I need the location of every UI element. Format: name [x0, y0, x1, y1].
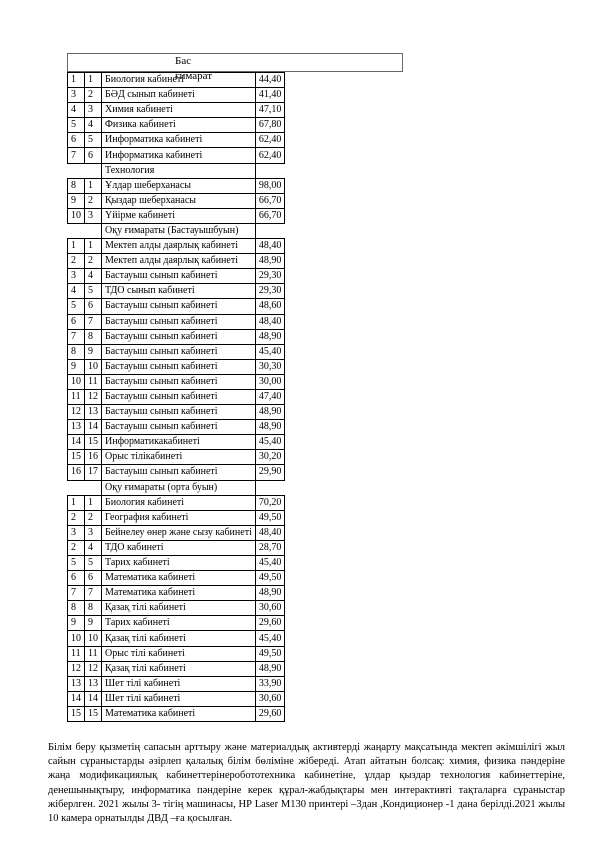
- area-cell: 30,20: [255, 450, 285, 465]
- sub-number-cell: 14: [85, 420, 102, 435]
- area-cell: 45,40: [255, 344, 285, 359]
- sub-number-cell: 1: [85, 73, 102, 88]
- area-cell: 62,40: [255, 148, 285, 163]
- row-number-cell: 1: [68, 73, 85, 88]
- sub-number-cell: 7: [85, 314, 102, 329]
- table-row: [68, 329, 285, 344]
- row-number-cell: 10: [68, 631, 85, 646]
- row-number-cell: 11: [68, 646, 85, 661]
- row-number-cell: 10: [68, 208, 85, 223]
- row-number-cell: 6: [68, 314, 85, 329]
- room-name-cell: Математика кабинеті: [102, 571, 256, 586]
- row-number-cell: 15: [68, 706, 85, 721]
- area-cell: 29,90: [255, 465, 285, 480]
- row-number-cell: 12: [68, 661, 85, 676]
- table-row: [68, 299, 285, 314]
- room-name-cell: Биология кабинеті: [102, 73, 256, 88]
- sub-number-cell: 2: [85, 510, 102, 525]
- room-name-cell: Орыс тілікабинеті: [102, 450, 256, 465]
- sub-number-cell: 6: [85, 299, 102, 314]
- room-name-cell: Бастауыш сынып кабинеті: [102, 389, 256, 404]
- section-empty-cell: [68, 223, 85, 238]
- area-cell: 62,40: [255, 133, 285, 148]
- area-cell: 29,30: [255, 269, 285, 284]
- row-number-cell: 14: [68, 691, 85, 706]
- room-name-cell: Шет тілі кабинеті: [102, 676, 256, 691]
- room-name-cell: Бастауыш сынып кабинеті: [102, 314, 256, 329]
- row-number-cell: 2: [68, 510, 85, 525]
- room-name-cell: Бастауыш сынып кабинеті: [102, 420, 256, 435]
- row-number-cell: 6: [68, 571, 85, 586]
- sub-number-cell: 1: [85, 178, 102, 193]
- row-number-cell: 13: [68, 676, 85, 691]
- sub-number-cell: 10: [85, 631, 102, 646]
- row-number-cell: 3: [68, 88, 85, 103]
- sub-number-cell: 12: [85, 389, 102, 404]
- row-number-cell: 6: [68, 133, 85, 148]
- sub-number-cell: 6: [85, 571, 102, 586]
- area-cell: 30,60: [255, 601, 285, 616]
- room-name-cell: Биология кабинеті: [102, 495, 256, 510]
- row-number-cell: 7: [68, 329, 85, 344]
- room-name-cell: Химия кабинеті: [102, 103, 256, 118]
- section-empty-cell: [255, 223, 285, 238]
- sub-number-cell: 15: [85, 706, 102, 721]
- area-cell: 48,90: [255, 586, 285, 601]
- sub-number-cell: 16: [85, 450, 102, 465]
- sub-number-cell: 1: [85, 495, 102, 510]
- sub-number-cell: 4: [85, 540, 102, 555]
- area-cell: 48,90: [255, 661, 285, 676]
- table-row: [68, 495, 285, 510]
- room-name-cell: Бастауыш сынып кабинеті: [102, 269, 256, 284]
- row-number-cell: 2: [68, 254, 85, 269]
- room-name-cell: Қазақ тілі кабинеті: [102, 631, 256, 646]
- area-cell: 67,80: [255, 118, 285, 133]
- table-row: [68, 661, 285, 676]
- sub-number-cell: 5: [85, 133, 102, 148]
- table-row: [68, 314, 285, 329]
- area-cell: 48,90: [255, 329, 285, 344]
- room-name-cell: Информатика кабинеті: [102, 133, 256, 148]
- room-name-cell: Мектеп алды даярлық кабинеті: [102, 254, 256, 269]
- room-name-cell: Бастауыш сынып кабинеті: [102, 359, 256, 374]
- row-number-cell: 2: [68, 540, 85, 555]
- area-cell: 48,90: [255, 405, 285, 420]
- row-number-cell: 1: [68, 495, 85, 510]
- area-cell: 28,70: [255, 540, 285, 555]
- rooms-table: [67, 72, 285, 722]
- room-name-cell: Информатикакабинеті: [102, 435, 256, 450]
- table-row: [68, 691, 285, 706]
- table-row: [68, 465, 285, 480]
- section-title: Технология: [102, 163, 256, 178]
- table-row: [68, 571, 285, 586]
- sub-number-cell: 2: [85, 88, 102, 103]
- header-title: Бас ғимарат: [175, 55, 213, 82]
- area-cell: 48,40: [255, 314, 285, 329]
- room-name-cell: Бастауыш сынып кабинеті: [102, 299, 256, 314]
- table-row: [68, 631, 285, 646]
- room-name-cell: Физика кабинеті: [102, 118, 256, 133]
- room-name-cell: Мектеп алды даярлық кабинеті: [102, 239, 256, 254]
- sub-number-cell: 8: [85, 329, 102, 344]
- row-number-cell: 7: [68, 586, 85, 601]
- row-number-cell: 9: [68, 359, 85, 374]
- table-row: [68, 420, 285, 435]
- sub-number-cell: 3: [85, 208, 102, 223]
- sub-number-cell: 13: [85, 405, 102, 420]
- row-number-cell: 4: [68, 284, 85, 299]
- table-row: [68, 616, 285, 631]
- table-row: [68, 510, 285, 525]
- row-number-cell: 3: [68, 525, 85, 540]
- sub-number-cell: 2: [85, 254, 102, 269]
- section-header-row: [68, 480, 285, 495]
- sub-number-cell: 5: [85, 284, 102, 299]
- table-row: [68, 133, 285, 148]
- sub-number-cell: 9: [85, 344, 102, 359]
- section-empty-cell: [255, 480, 285, 495]
- section-empty-cell: [85, 480, 102, 495]
- row-number-cell: 3: [68, 269, 85, 284]
- row-number-cell: 11: [68, 389, 85, 404]
- table-row: [68, 344, 285, 359]
- table-row: [68, 556, 285, 571]
- room-name-cell: Бастауыш сынып кабинеті: [102, 465, 256, 480]
- row-number-cell: 10: [68, 374, 85, 389]
- area-cell: 29,60: [255, 616, 285, 631]
- sub-number-cell: 13: [85, 676, 102, 691]
- room-name-cell: Үйірме кабинеті: [102, 208, 256, 223]
- table-row: [68, 374, 285, 389]
- room-name-cell: Қазақ тілі кабинеті: [102, 661, 256, 676]
- area-cell: 98,00: [255, 178, 285, 193]
- row-number-cell: 9: [68, 616, 85, 631]
- table-row: [68, 646, 285, 661]
- table-row: [68, 525, 285, 540]
- table-row: [68, 676, 285, 691]
- row-number-cell: 8: [68, 344, 85, 359]
- room-name-cell: БӘД сынып кабинеті: [102, 88, 256, 103]
- area-cell: 30,60: [255, 691, 285, 706]
- room-name-cell: Математика кабинеті: [102, 706, 256, 721]
- table-row: [68, 73, 285, 88]
- sub-number-cell: 6: [85, 148, 102, 163]
- section-empty-cell: [85, 223, 102, 238]
- section-empty-cell: [68, 480, 85, 495]
- area-cell: 44,40: [255, 73, 285, 88]
- row-number-cell: 8: [68, 601, 85, 616]
- area-cell: 48,90: [255, 254, 285, 269]
- room-name-cell: Математика кабинеті: [102, 586, 256, 601]
- area-cell: 49,50: [255, 646, 285, 661]
- table-row: [68, 208, 285, 223]
- table-row: [68, 284, 285, 299]
- sub-number-cell: 1: [85, 239, 102, 254]
- row-number-cell: 8: [68, 178, 85, 193]
- sub-number-cell: 10: [85, 359, 102, 374]
- area-cell: 30,00: [255, 374, 285, 389]
- table-row: [68, 359, 285, 374]
- sub-number-cell: 14: [85, 691, 102, 706]
- sub-number-cell: 8: [85, 601, 102, 616]
- table-row: [68, 254, 285, 269]
- room-name-cell: Қыздар шеберханасы: [102, 193, 256, 208]
- room-name-cell: Бастауыш сынып кабинеті: [102, 344, 256, 359]
- row-number-cell: 5: [68, 556, 85, 571]
- row-number-cell: 13: [68, 420, 85, 435]
- sub-number-cell: 11: [85, 646, 102, 661]
- table-row: [68, 450, 285, 465]
- summary-paragraph: Білім беру қызметің сапасын арттыру және материалдық активтерді жаңарту мақсатында мектеп әкімшілігі жыл сайын сұраныстарды әзірлеп қалалық білім бөліміне жібереді. Атап айтатын болсақ: химия, физика пәндеріне жаңа модификациялық кабинеттерінеробототехника кабинетіне, ұлдар қыздар технология кабинеттеріне, денешынықтыру, информатика пәндеріне керек құрал-жабдықтары мен интерактивті тақталарға сұраныстар жіберлген. 2021 жылы 3- тігің машинасы, НР Laser M130 принтері –3дан ,Кондиционер -1 дана берілді.2021 жылы 10 камера орнатылды ДВД –ға қосылған.: [48, 742, 565, 825]
- table-row: [68, 88, 285, 103]
- room-name-cell: Тарих кабинеті: [102, 616, 256, 631]
- table-row: [68, 193, 285, 208]
- area-cell: 41,40: [255, 88, 285, 103]
- area-cell: 49,50: [255, 510, 285, 525]
- table-row: [68, 540, 285, 555]
- area-cell: 48,90: [255, 420, 285, 435]
- area-cell: 48,40: [255, 525, 285, 540]
- room-name-cell: Тарих кабинеті: [102, 556, 256, 571]
- area-cell: 45,40: [255, 631, 285, 646]
- room-name-cell: Орыс тілі кабинеті: [102, 646, 256, 661]
- sub-number-cell: 2: [85, 193, 102, 208]
- room-name-cell: Информатика кабинеті: [102, 148, 256, 163]
- sub-number-cell: 12: [85, 661, 102, 676]
- row-number-cell: 15: [68, 450, 85, 465]
- area-cell: 33,90: [255, 676, 285, 691]
- table-row: [68, 103, 285, 118]
- area-cell: 48,60: [255, 299, 285, 314]
- area-cell: 30,30: [255, 359, 285, 374]
- room-name-cell: География кабинеті: [102, 510, 256, 525]
- section-title: Оқу ғимараты (Бастауышбуын): [102, 223, 256, 238]
- area-cell: 45,40: [255, 435, 285, 450]
- sub-number-cell: 17: [85, 465, 102, 480]
- area-cell: 70,20: [255, 495, 285, 510]
- area-cell: 29,60: [255, 706, 285, 721]
- room-name-cell: Қазақ тілі кабинеті: [102, 601, 256, 616]
- row-number-cell: 12: [68, 405, 85, 420]
- sub-number-cell: 3: [85, 103, 102, 118]
- sub-number-cell: 11: [85, 374, 102, 389]
- row-number-cell: 16: [68, 465, 85, 480]
- row-number-cell: 5: [68, 299, 85, 314]
- table-row: [68, 269, 285, 284]
- table-row: [68, 435, 285, 450]
- table-row: [68, 178, 285, 193]
- table-row: [68, 118, 285, 133]
- area-cell: 47,40: [255, 389, 285, 404]
- area-cell: 49,50: [255, 571, 285, 586]
- section-title: Оқу ғимараты (орта буын): [102, 480, 256, 495]
- table-row: [68, 601, 285, 616]
- row-number-cell: 5: [68, 118, 85, 133]
- area-cell: 47,10: [255, 103, 285, 118]
- area-cell: 66,70: [255, 193, 285, 208]
- sub-number-cell: 3: [85, 525, 102, 540]
- row-number-cell: 7: [68, 148, 85, 163]
- room-name-cell: Ұлдар шеберханасы: [102, 178, 256, 193]
- sub-number-cell: 5: [85, 556, 102, 571]
- room-name-cell: ТДО сынып кабинеті: [102, 284, 256, 299]
- table-row: [68, 405, 285, 420]
- section-empty-cell: [68, 163, 85, 178]
- row-number-cell: 1: [68, 239, 85, 254]
- sub-number-cell: 7: [85, 586, 102, 601]
- table-row: [68, 239, 285, 254]
- table-row: [68, 586, 285, 601]
- sub-number-cell: 15: [85, 435, 102, 450]
- row-number-cell: 14: [68, 435, 85, 450]
- area-cell: 66,70: [255, 208, 285, 223]
- room-name-cell: Бастауыш сынып кабинеті: [102, 329, 256, 344]
- table-row: [68, 706, 285, 721]
- area-cell: 45,40: [255, 556, 285, 571]
- area-cell: 48,40: [255, 239, 285, 254]
- sub-number-cell: 4: [85, 269, 102, 284]
- row-number-cell: 9: [68, 193, 85, 208]
- section-header-row: [68, 163, 285, 178]
- room-name-cell: ТДО кабинеті: [102, 540, 256, 555]
- header-box: [67, 53, 403, 72]
- rooms-table-body: [68, 73, 285, 722]
- room-name-cell: Бастауыш сынып кабинеті: [102, 374, 256, 389]
- table-row: [68, 389, 285, 404]
- sub-number-cell: 4: [85, 118, 102, 133]
- section-empty-cell: [85, 163, 102, 178]
- room-name-cell: Шет тілі кабинеті: [102, 691, 256, 706]
- section-empty-cell: [255, 163, 285, 178]
- room-name-cell: Бастауыш сынып кабинеті: [102, 405, 256, 420]
- row-number-cell: 4: [68, 103, 85, 118]
- table-row: [68, 148, 285, 163]
- room-name-cell: Бейнелеу өнер және сызу кабинеті: [102, 525, 256, 540]
- sub-number-cell: 9: [85, 616, 102, 631]
- section-header-row: [68, 223, 285, 238]
- area-cell: 29,30: [255, 284, 285, 299]
